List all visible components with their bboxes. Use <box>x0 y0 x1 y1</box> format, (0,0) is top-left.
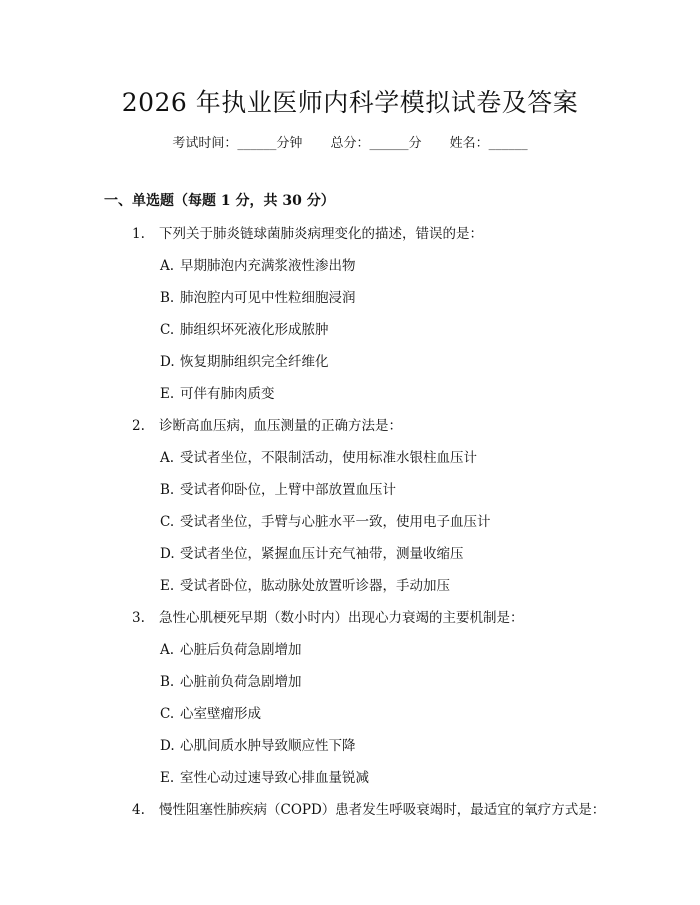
option-text: 早期肺泡内充满浆液性渗出物 <box>180 258 356 274</box>
option-letter: E. <box>160 770 175 786</box>
option-letter: C. <box>160 322 175 338</box>
answer-option <box>0 576 700 608</box>
option-letter: E. <box>160 578 175 594</box>
name-field: 姓名：______ <box>449 136 528 151</box>
option-letter: B. <box>160 674 175 690</box>
answer-option <box>0 256 700 288</box>
question-number: 1. <box>132 226 145 242</box>
answer-option <box>0 352 700 384</box>
option-text: 心脏前负荷急剧增加 <box>180 674 302 690</box>
answer-option <box>0 384 700 416</box>
option-text: 受试者坐位，手臂与心脏水平一致，使用电子血压计 <box>180 514 491 530</box>
option-letter: B. <box>160 482 175 498</box>
option-letter: C. <box>160 706 175 722</box>
option-letter: A. <box>160 642 175 658</box>
answer-option <box>0 736 700 768</box>
question-item <box>0 416 700 608</box>
option-text: 恢复期肺组织完全纤维化 <box>180 354 329 370</box>
exam-meta <box>0 132 700 151</box>
option-letter: A. <box>160 258 175 274</box>
answer-option <box>0 448 700 480</box>
option-letter: D. <box>160 354 175 370</box>
question-text: 急性心肌梗死早期（数小时内）出现心力衰竭的主要机制是： <box>159 610 524 626</box>
option-text: 受试者坐位，不限制活动，使用标准水银柱血压计 <box>180 450 477 466</box>
option-text: 心室壁瘤形成 <box>180 706 261 722</box>
question-number: 3. <box>132 610 145 626</box>
question-stem <box>0 608 700 640</box>
section-heading: 一、单选题（每题 1 分，共 30 分） <box>104 193 335 209</box>
option-text: 心肌间质水肿导致顺应性下降 <box>180 738 356 754</box>
question-stem <box>0 416 700 448</box>
question-stem <box>0 800 700 832</box>
answer-option <box>0 640 700 672</box>
option-letter: A. <box>160 450 175 466</box>
option-text: 受试者仰卧位，上臂中部放置血压计 <box>180 482 396 498</box>
answer-option <box>0 544 700 576</box>
option-letter: D. <box>160 546 175 562</box>
exam-time-field: 考试时间：______分钟 <box>172 136 303 151</box>
question-stem <box>0 224 700 256</box>
question-item <box>0 608 700 800</box>
question-number: 2. <box>132 418 145 434</box>
answer-option <box>0 320 700 352</box>
answer-option <box>0 512 700 544</box>
option-text: 受试者卧位，肱动脉处放置听诊器，手动加压 <box>180 578 450 594</box>
answer-option <box>0 672 700 704</box>
option-text: 肺泡腔内可见中性粒细胞浸润 <box>180 290 356 306</box>
option-text: 受试者坐位，紧握血压计充气袖带，测量收缩压 <box>180 546 464 562</box>
page-title: 2026 年执业医师内科学模拟试卷及答案 <box>121 88 579 117</box>
option-text: 心脏后负荷急剧增加 <box>180 642 302 658</box>
option-letter: D. <box>160 738 175 754</box>
question-number: 4. <box>132 802 145 818</box>
option-letter: C. <box>160 514 175 530</box>
answer-option <box>0 480 700 512</box>
total-score-field: 总分：______分 <box>330 136 422 151</box>
option-text: 可伴有肺肉质变 <box>180 386 275 402</box>
answer-option <box>0 704 700 736</box>
answer-option <box>0 288 700 320</box>
option-text: 室性心动过速导致心排血量锐减 <box>180 770 369 786</box>
question-text: 诊断高血压病，血压测量的正确方法是： <box>159 418 402 434</box>
question-text: 慢性阻塞性肺疾病（COPD）患者发生呼吸衰竭时，最适宜的氧疗方式是： <box>159 802 606 818</box>
question-item <box>0 224 700 416</box>
question-text: 下列关于肺炎链球菌肺炎病理变化的描述，错误的是： <box>159 226 483 242</box>
question-item <box>0 800 700 832</box>
option-letter: B. <box>160 290 175 306</box>
option-text: 肺组织坏死液化形成脓肿 <box>180 322 329 338</box>
question-list <box>0 224 700 832</box>
option-letter: E. <box>160 386 175 402</box>
answer-option <box>0 768 700 800</box>
